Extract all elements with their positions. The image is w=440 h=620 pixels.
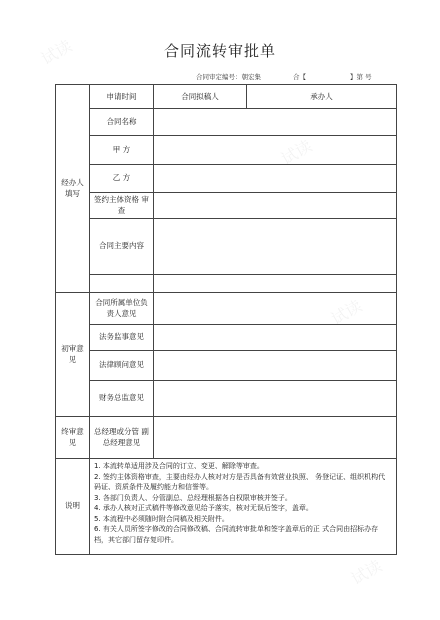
section-notes: 说明	[56, 459, 90, 555]
field-finance-director[interactable]	[154, 381, 397, 417]
section-first-review: 初审意见	[56, 293, 90, 417]
label-qualification: 签约主体资格 审查	[90, 193, 154, 219]
note-line: 2. 签约主体资格审查，主要由经办人核对对方是否具备有效营业执照、 务登记证、组织机构代码证、资质条件及履约能力和信誉等。	[94, 472, 386, 491]
table-row	[56, 136, 397, 165]
field-qualification[interactable]	[154, 193, 397, 219]
table-row	[56, 193, 397, 219]
label-main-content: 合同主要内容	[90, 219, 154, 275]
label-legal-counsel: 法律顾问意见	[90, 351, 154, 381]
label-contract-name: 合同名称	[90, 109, 154, 136]
watermark: 试读	[327, 296, 366, 329]
table-row	[56, 325, 397, 351]
note-line: 3. 各部门负责人、分管副总、总经理根据各自权限审核并签子。	[94, 493, 292, 502]
section-handler: 经办人填写	[56, 85, 90, 293]
label-finance-director: 财务总监意见	[90, 381, 154, 417]
field-gm[interactable]	[154, 417, 397, 459]
table-row	[56, 417, 397, 459]
field-party-a[interactable]	[154, 136, 397, 165]
table-row	[56, 275, 397, 293]
label-party-a: 甲 方	[90, 136, 154, 165]
approval-form-table	[55, 84, 397, 555]
note-line: 5. 本流程中必须随时附合同稿及相关附件。	[94, 514, 229, 523]
note-line: 4. 承办人核对正式稿件等修改意见给予落实，核对无误后签字，盖章。	[94, 504, 313, 512]
field-legal-supervision[interactable]	[154, 325, 397, 351]
table-row	[56, 165, 397, 193]
note-line: 1. 本流转单适用涉及合同的订立、变更、解除等审查。	[94, 462, 264, 470]
table-row	[56, 351, 397, 381]
field-contract-name[interactable]	[154, 109, 397, 136]
field-main-content[interactable]	[154, 219, 397, 275]
watermark: 试读	[37, 36, 76, 69]
contract-seq-label: 】第 号	[350, 73, 372, 81]
label-legal-supervision: 法务监事意见	[90, 325, 154, 351]
label-drafter: 合同拟稿人	[154, 85, 247, 109]
table-row	[56, 381, 397, 417]
approval-code-label: 合同审定编号：朝宏集	[196, 73, 261, 81]
label-gm: 总经理或分管 副总经理意见	[90, 417, 154, 459]
section-final-review: 终审意见	[56, 417, 90, 459]
watermark: 试读	[117, 456, 156, 489]
label-undertaker: 承办人	[247, 85, 397, 109]
label-apply-time: 申请时间	[90, 85, 154, 109]
table-row	[56, 459, 397, 555]
label-party-b: 乙 方	[90, 165, 154, 193]
table-row	[56, 293, 397, 325]
page-title: 合同流转审批单	[163, 42, 276, 60]
field-legal-counsel[interactable]	[154, 351, 397, 381]
table-row	[56, 219, 397, 275]
field-party-b[interactable]	[154, 165, 397, 193]
field-unit-head[interactable]	[154, 293, 397, 325]
notes-cell	[90, 459, 397, 555]
note-line: 6. 有关人员所签字修改的合同修改稿、合同流转审批单和签字盖章后的正 式合同由招标办存档，其它部门留存复印件。	[94, 525, 379, 544]
watermark: 试读	[277, 136, 316, 169]
watermark: 试读	[347, 556, 386, 589]
label-unit-head: 合同所属单位负责人意见	[90, 293, 154, 325]
table-row	[56, 85, 397, 109]
contract-prefix-label: 合【	[293, 73, 306, 81]
table-row	[56, 109, 397, 136]
